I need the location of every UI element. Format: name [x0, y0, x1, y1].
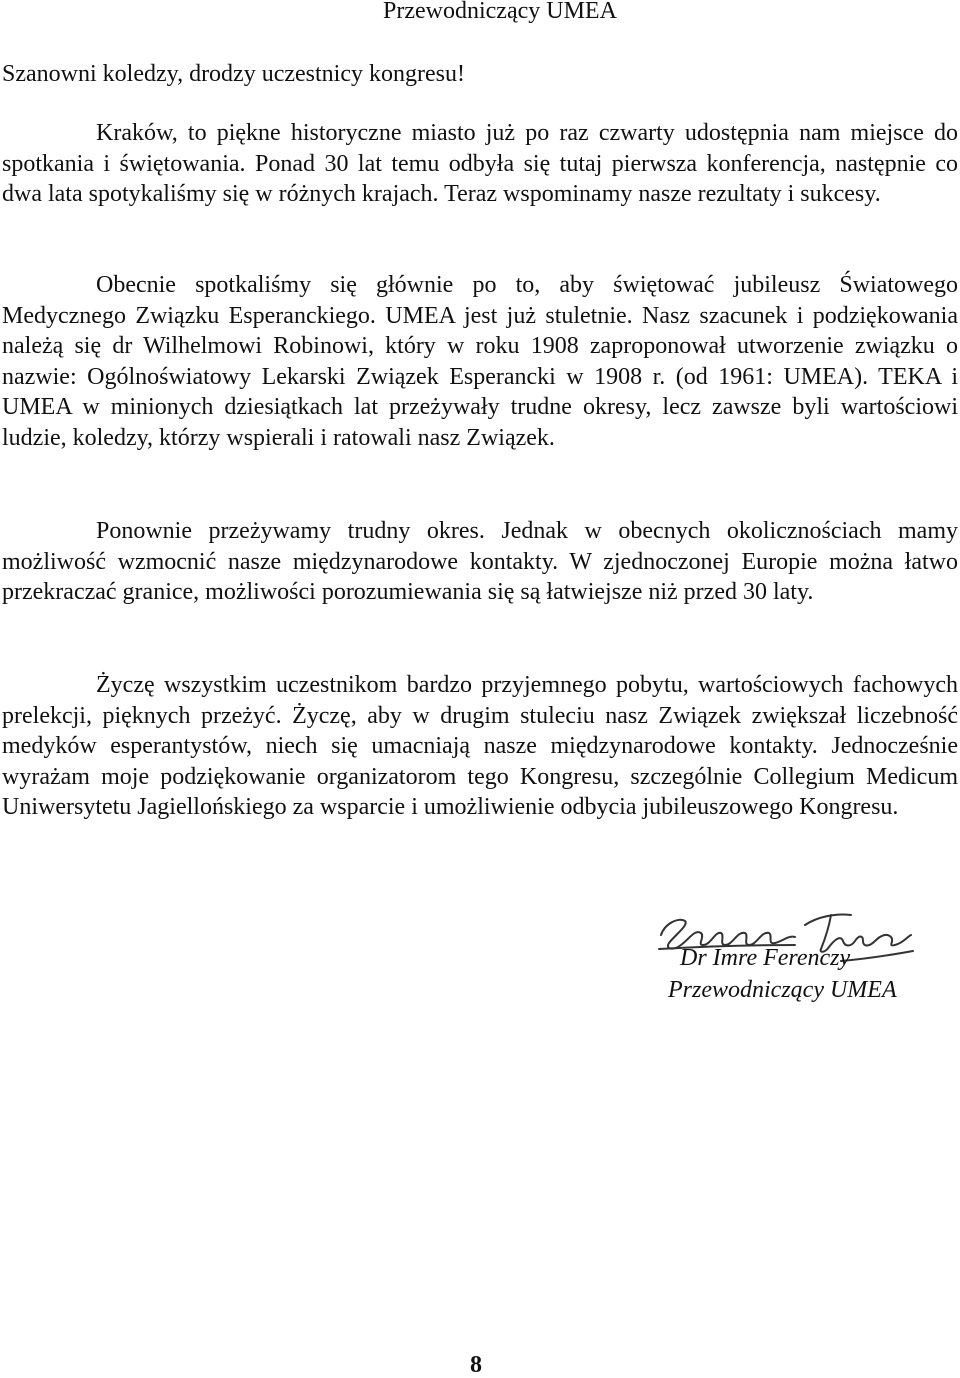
signature-stroke-second-underline: [841, 951, 913, 961]
letter-paragraph-3: Ponownie przeżywamy trudny okres. Jednak w obecnych okolicznościach mamy możliwość wzmocnić nasze międzynarodowe kontakty. W zjednoczonej Europie można łatwo przekraczać granice, możliwości porozumiewania się są łatwiejsze niż przed 30 laty.: [2, 518, 958, 606]
letter-salutation: Szanowni koledzy, drodzy uczestnicy kongresu!: [2, 61, 465, 87]
signature-name: Dr Imre Ferenczy: [680, 945, 851, 971]
letter-paragraph-1: Kraków, to piękne historyczne miasto już po raz czwarty udostępnia nam miejsce do spotkania i świętowania. Ponad 30 lat temu odbyła się tutaj pierwsza konferencja, następnie co dwa lata spotykaliśmy się w różnych krajach. Teraz wspominamy nasze rezultaty i sukcesy.: [2, 120, 958, 208]
letter-paragraph-4: Życzę wszystkim uczestnikom bardzo przyjemnego pobytu, wartościowych fachowych prelekcji, pięknych przeżyć. Życzę, aby w drugim stuleciu nasz Związek zwiększał liczebność medyków esperantystów, niech się umacniają nasze międzynarodowe kontakty. Jednocześnie wyrażam moje podziękowanie organizatorom tego Kongresu, szczególnie Collegium Medicum Uniwersytetu Jagiellońskiego za wsparcie i umożliwienie odbycia jubileuszowego Kongresu.: [2, 672, 958, 821]
letter-paragraph-2: Obecnie spotkaliśmy się głównie po to, aby świętować jubileusz Światowego Medycznego Związku Esperanckiego. UMEA jest już stuletnie. Nasz szacunek i podziękowania należą się dr Wilhelmowi Robinowi, który w roku 1908 zaproponował utworzenie związku o nazwie: Ogólnoświatowy Lekarski Związek Esperancki w 1908 r. (od 1961: UMEA). TEKA i UMEA w minionych dziesiątkach lat przeżywały trudne okresy, lecz zawsze byli wartościowi ludzie, koledzy, którzy wspierali i ratowali nasz Związek.: [2, 272, 958, 451]
signature-role: Przewodniczący UMEA: [668, 977, 897, 1003]
header-role: Przewodniczący UMEA: [383, 0, 617, 24]
page-number: 8: [470, 1352, 482, 1378]
